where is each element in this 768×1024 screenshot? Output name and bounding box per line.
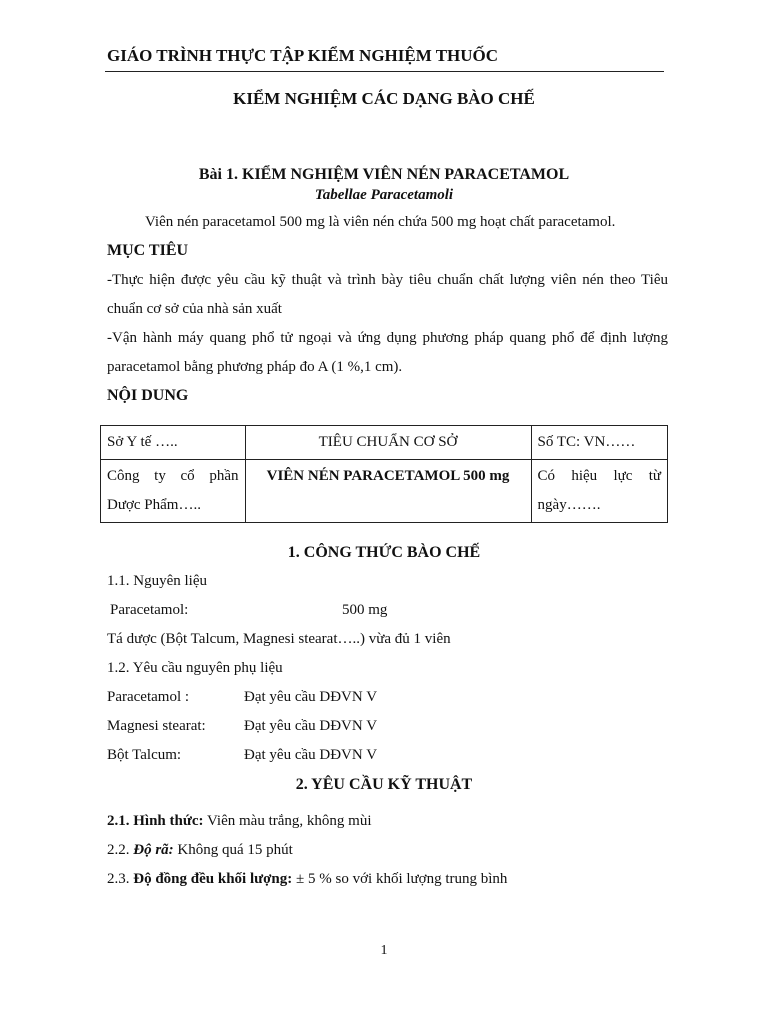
header-rule bbox=[105, 71, 664, 72]
page-number: 1 bbox=[380, 943, 388, 958]
standard-table-cell-standard-number: Số TC: VN…… bbox=[531, 426, 667, 460]
standard-table-cell-product: VIÊN NÉN PARACETAMOL 500 mg bbox=[245, 460, 531, 523]
objective-2-line-2: paracetamol bằng phương pháp đo A (1 %,1 cm). bbox=[107, 359, 403, 375]
running-header: GIÁO TRÌNH THỰC TẬP KIỂM NGHIỆM THUỐC bbox=[107, 46, 499, 65]
lesson-title: Bài 1. KIỂM NGHIỆM VIÊN NÉN PARACETAMOL bbox=[198, 166, 570, 183]
spec-disintegration-label: Độ rã: bbox=[133, 842, 174, 858]
requirement-value: Đạt yêu cầu DĐVN V bbox=[244, 689, 378, 705]
section-1-1-title: 1.1. Nguyên liệu bbox=[107, 573, 207, 589]
objectives-heading: MỤC TIÊU bbox=[107, 242, 189, 259]
section-1-2-title: 1.2. Yêu cầu nguyên phụ liệu bbox=[107, 660, 283, 676]
standard-table-cell-standard-title: TIÊU CHUẨN CƠ SỞ bbox=[245, 426, 531, 460]
lesson-latin-name: Tabellae Paracetamoli bbox=[314, 187, 454, 203]
lesson-intro: Viên nén paracetamol 500 mg là viên nén chứa 500 mg hoạt chất paracetamol. bbox=[145, 214, 616, 230]
objective-1-line-1: -Thực hiện được yêu cầu kỹ thuật và trình bày tiêu chuẩn chất lượng viên nén theo Tiêu bbox=[107, 272, 668, 288]
section-1-title: 1. CÔNG THỨC BÀO CHẾ bbox=[287, 544, 481, 561]
requirement-material: Paracetamol : bbox=[107, 689, 190, 705]
standard-table-cell-company bbox=[101, 460, 246, 523]
excipient-line: Tá dược (Bột Talcum, Magnesi stearat…..) vừa đủ 1 viên bbox=[107, 631, 451, 647]
spec-mass-label: Độ đồng đều khối lượng: bbox=[133, 871, 293, 887]
spec-appearance-label: 2.1. Hình thức: bbox=[107, 813, 204, 829]
effective-line-2: ngày……. bbox=[537, 497, 601, 513]
spec-appearance-text: Viên màu trắng, không mùi bbox=[203, 813, 372, 829]
requirement-value: Đạt yêu cầu DĐVN V bbox=[244, 718, 378, 734]
spec-disintegration-text: Không quá 15 phút bbox=[173, 842, 293, 858]
section-2-title: 2. YÊU CẦU KỸ THUẬT bbox=[295, 776, 473, 793]
standard-table-row bbox=[101, 460, 668, 523]
requirement-material: Bột Talcum: bbox=[107, 747, 182, 763]
spec-mass-text: ± 5 % so với khối lượng trung bình bbox=[292, 871, 508, 887]
objective-2-line-1: -Vận hành máy quang phổ tử ngoại và ứng dụng phương pháp quang phổ để định lượng bbox=[107, 330, 668, 346]
standard-table-row bbox=[101, 426, 668, 460]
objective-1-line-2: chuẩn cơ sở của nhà sản xuất bbox=[107, 301, 282, 317]
effective-line-1: Có hiệu lực từ bbox=[537, 468, 661, 484]
spec-disintegration-number: 2.2. bbox=[107, 842, 134, 858]
content-heading: NỘI DUNG bbox=[107, 387, 189, 404]
ingredient-name: Paracetamol: bbox=[110, 602, 189, 618]
company-line-2: Dược Phẩm….. bbox=[107, 497, 201, 513]
company-line-1: Công ty cổ phần bbox=[107, 468, 239, 484]
spec-mass-number: 2.3. bbox=[107, 871, 134, 887]
requirement-row bbox=[107, 747, 377, 764]
spec-appearance bbox=[107, 813, 371, 830]
requirement-row bbox=[107, 689, 377, 706]
spec-mass-uniformity bbox=[107, 871, 507, 888]
requirement-value: Đạt yêu cầu DĐVN V bbox=[244, 747, 378, 763]
standard-table bbox=[100, 425, 668, 523]
requirement-material: Magnesi stearat: bbox=[107, 718, 206, 734]
requirement-row bbox=[107, 718, 377, 735]
ingredient-amount: 500 mg bbox=[342, 602, 388, 618]
document-title: KIỂM NGHIỆM CÁC DẠNG BÀO CHẾ bbox=[233, 89, 535, 108]
standard-table-cell-health-dept: Sở Y tế ….. bbox=[101, 426, 246, 460]
spec-disintegration bbox=[107, 842, 293, 859]
standard-table-cell-effective-date bbox=[531, 460, 667, 523]
